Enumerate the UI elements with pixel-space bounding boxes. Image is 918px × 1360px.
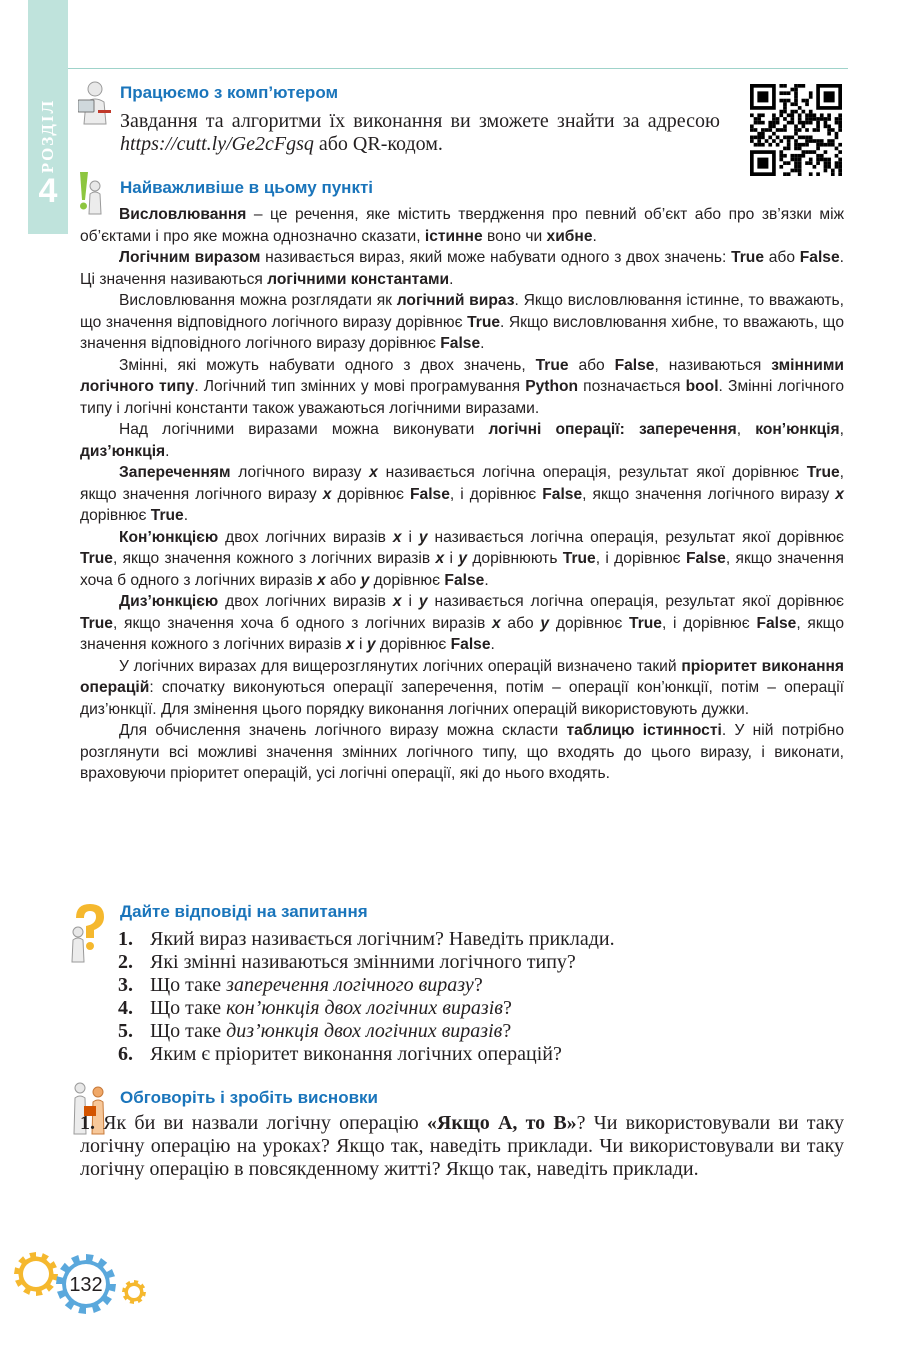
text-run: . [484, 571, 489, 589]
text-run: У логічних виразах для вищерозглянутих логічних операцій визначено такий [119, 657, 682, 675]
text-run: називається логічна операція, результат якої дорівнює [427, 528, 844, 546]
question-number: 3. [118, 974, 133, 996]
text-run: кон’юнкція двох логічних виразів [226, 997, 503, 1019]
question-text [150, 1020, 511, 1043]
text-run: Який вираз називається логічним? Наведіть приклади. [150, 928, 615, 950]
question-number: 5. [118, 1020, 133, 1042]
summary-paragraph [80, 656, 844, 721]
question-person-icon [66, 902, 110, 964]
text-run: , якщо значення хоча б одного з логічних виразів [80, 550, 844, 589]
question-item [118, 1020, 838, 1043]
text-run: , і дорівнює [595, 550, 686, 567]
question-number: 1. [118, 928, 133, 950]
text-run: . Логічний тип змінних у мові програмування [194, 378, 526, 395]
text-run: пріоритет виконання операцій [80, 657, 845, 696]
question-number: 4. [118, 997, 133, 1019]
summary-paragraph [80, 462, 844, 527]
question-number: 2. [118, 951, 133, 973]
text-run: y [540, 614, 550, 632]
text-run: називається логічна операція, результат якої дорівнює [377, 464, 807, 481]
text-run: двох логічних виразів [218, 528, 393, 546]
text-run: Диз’юнкцією [119, 593, 219, 610]
text-run: логічними константами [267, 270, 450, 288]
text-run: двох логічних виразів [218, 593, 393, 610]
text-run: Запереченням [119, 464, 231, 481]
text-run: x [346, 636, 355, 653]
text-run: True [629, 614, 662, 632]
text-run: . [183, 507, 189, 524]
summary-paragraph [80, 591, 844, 656]
text-run: False [799, 249, 840, 266]
section-label [24, 88, 72, 184]
computer-heading: Працюємо з комп’ютером [120, 83, 339, 102]
text-run: змінними логічного типу [80, 356, 844, 395]
question-item [118, 1043, 838, 1066]
question-text [150, 1043, 562, 1066]
text-run: і [444, 550, 459, 567]
text-run: Висловлювання [119, 206, 247, 223]
text-run: True [731, 249, 764, 266]
question-text [150, 974, 483, 997]
summary-paragraph [80, 720, 844, 785]
discuss-heading: Обговоріть і зробіть висновки [120, 1088, 378, 1107]
question-item [118, 928, 838, 951]
computer-text [120, 110, 720, 156]
text-run: заперечення логічного виразу [226, 974, 474, 996]
text-run: bool [685, 378, 719, 395]
text-run: True [80, 614, 113, 632]
text-run: або [500, 614, 541, 632]
task-url[interactable]: https://cutt.ly/Ge2cFgsq [120, 133, 314, 155]
qr-code-icon[interactable] [750, 84, 842, 176]
text-run: дорівнює [331, 485, 410, 503]
text-run: дорівнює [369, 571, 445, 589]
text-run: . [449, 270, 454, 288]
question-number: 6. [118, 1043, 133, 1065]
text-run: Що таке [150, 1020, 227, 1042]
top-rule [68, 68, 848, 69]
text-run: True [806, 464, 840, 481]
text-run: «Якщо А, то В» [426, 1112, 577, 1134]
text-run: . [165, 442, 170, 460]
computer-text-after: або QR-кодом. [313, 133, 443, 155]
text-run: . Змінні логічного типу і логічні константи також уважаються логічними виразами. [80, 378, 844, 417]
text-run: x [835, 485, 844, 503]
text-run: False [410, 485, 450, 503]
summary-paragraph [80, 247, 844, 290]
text-run: Висловлювання можна розглядати як [119, 292, 397, 309]
text-run: False [614, 356, 655, 374]
text-run: x [392, 593, 402, 610]
text-run: логічного виразу [230, 464, 370, 481]
text-run: ? [473, 974, 483, 996]
summary-paragraph [80, 355, 844, 420]
text-run: кон’юнкція [755, 421, 840, 438]
text-run: і [401, 528, 419, 546]
text-run: True [535, 356, 569, 374]
text-run: ? Чи використовували ви таку логічну операцію на уроках? Якщо так, наведіть приклади. Чи використовували ви таку логічну операцію в повсякденному житті? Якщо так, наведіть приклади. [80, 1112, 844, 1180]
text-run: ? [502, 997, 512, 1019]
text-run: , і дорівнює [449, 485, 543, 503]
text-run: , якщо значення логічного виразу [582, 485, 836, 503]
text-run: x [491, 614, 501, 632]
text-run: Для обчислення значень логічного виразу можна скласти [119, 722, 567, 739]
text-run: дорівнює [375, 636, 451, 653]
page-number: 132 [69, 1274, 103, 1296]
questions-list [118, 928, 838, 1066]
question-item [118, 951, 838, 974]
text-run: False [685, 550, 726, 567]
questions-heading: Дайте відповіді на запитання [120, 902, 368, 921]
text-run: логічні операції: заперечення [488, 421, 737, 438]
text-run: x [435, 550, 445, 567]
question-item [118, 974, 838, 997]
text-run: 1. [80, 1112, 95, 1134]
text-run: або [764, 249, 800, 266]
text-run: Логічним виразом [119, 249, 261, 266]
question-text [150, 928, 615, 951]
text-run: . У ній потрібно розглянути всі можливі значення змінних логічного типу, що входять до цього виразу, і виконати, враховуючи пріоритет операцій, усі логічні операції, які до нього входять. [80, 722, 844, 782]
question-text [150, 951, 576, 974]
text-run: False [542, 485, 583, 503]
summary-paragraph [80, 204, 844, 247]
discuss-text [80, 1112, 844, 1181]
text-run: False [756, 614, 797, 632]
text-run: Як би ви назвали логічну операцію [95, 1112, 427, 1134]
summary-paragraph [80, 290, 844, 355]
text-run: , якщо значення кожного з логічних виразів [80, 614, 844, 653]
text-run: True [562, 550, 596, 567]
text-run: – це речення, яке містить твердження про певний об’єкт або про зв’язки між об’єктами і про яке можна однозначно сказати, [80, 206, 844, 245]
text-run: y [360, 571, 370, 589]
text-run: : спочатку виконуються операції заперечення, потім – операції кон’юнкції, потім – операції диз’юнкції. Для змінення цього порядку виконання логічних операцій використовують дужки. [80, 679, 844, 718]
text-run: Python [525, 378, 579, 395]
text-run: . Якщо висловлювання хибне, то вважають, що значення відповідного логічного виразу дорівнює [80, 313, 844, 352]
text-run: таблицю істинності [566, 722, 722, 739]
text-run: воно чи [482, 227, 547, 245]
text-run: Змінні, які можуть набувати одного з двох значень, [119, 356, 536, 374]
text-run: . [592, 227, 597, 245]
person-at-computer-icon [78, 80, 112, 126]
text-run: логічний вираз [396, 292, 515, 309]
section-word: РОЗДІЛ [38, 98, 58, 174]
text-run: . Ці значення називаються [80, 249, 845, 288]
text-run: x [392, 528, 402, 546]
text-run: Яким є пріоритет виконання логічних операцій? [150, 1043, 562, 1065]
text-run: x [322, 485, 332, 503]
text-run: називається логічна операція, результат якої дорівнює [427, 593, 844, 610]
text-run: Що таке [150, 997, 227, 1019]
text-run: y [418, 528, 428, 546]
text-run: або [325, 571, 361, 589]
text-run: , і дорівнює [661, 614, 757, 632]
text-run: . Якщо висловлювання істинне, то вважають, що значення відповідного логічного виразу дорівнює [80, 292, 844, 331]
text-run: дорівнює [80, 507, 151, 524]
text-run: Що таке [150, 974, 227, 996]
text-run: Які змінні називаються змінними логічного типу? [150, 951, 576, 973]
text-run: , називаються [654, 356, 772, 374]
text-run: називається вираз, який може набувати одного з двох значень: [260, 249, 732, 266]
text-run: y [366, 636, 376, 653]
text-run: . [490, 636, 495, 653]
text-run: , [736, 421, 756, 438]
text-run: True [150, 507, 184, 524]
text-run: істинне [424, 227, 483, 245]
text-run: , [839, 421, 844, 438]
summary-body [80, 204, 844, 785]
text-run: ? [502, 1020, 512, 1042]
computer-text-before: Завдання та алгоритми їх виконання ви зможете знайти за адресою [120, 110, 720, 132]
text-run: і [401, 593, 419, 610]
text-run: дорівнюють [467, 550, 563, 567]
text-run: x [316, 571, 326, 589]
text-run: False [444, 571, 485, 589]
text-run: Кон’юнкцією [119, 528, 219, 546]
text-run: диз’юнкція [80, 442, 166, 460]
text-run: хибне [546, 227, 593, 245]
text-run: y [418, 593, 428, 610]
text-run: False [440, 335, 481, 352]
text-run: і [354, 636, 367, 653]
text-run: або [568, 356, 615, 374]
question-text [150, 997, 512, 1020]
summary-heading: Найважливіше в цьому пункті [120, 178, 373, 197]
question-item [118, 997, 838, 1020]
text-run: False [450, 636, 491, 653]
text-run: True [80, 550, 113, 567]
summary-paragraph [80, 419, 844, 462]
section-number: 4 [38, 172, 58, 210]
text-run: дорівнює [549, 614, 630, 632]
text-run: , якщо значення хоча б одного з логічних виразів [112, 614, 492, 632]
text-run: x [369, 464, 378, 481]
text-run: , якщо значення кожного з логічних виразів [112, 550, 436, 567]
text-run: Над логічними виразами можна виконувати [119, 421, 489, 438]
text-run: позначається [578, 378, 686, 395]
text-run: True [467, 313, 501, 331]
summary-paragraph [80, 527, 844, 592]
text-run: , якщо значення логічного виразу [80, 464, 844, 503]
text-run: y [458, 550, 467, 567]
text-run: . [480, 335, 485, 352]
text-run: диз’юнкція двох логічних виразів [226, 1020, 503, 1042]
